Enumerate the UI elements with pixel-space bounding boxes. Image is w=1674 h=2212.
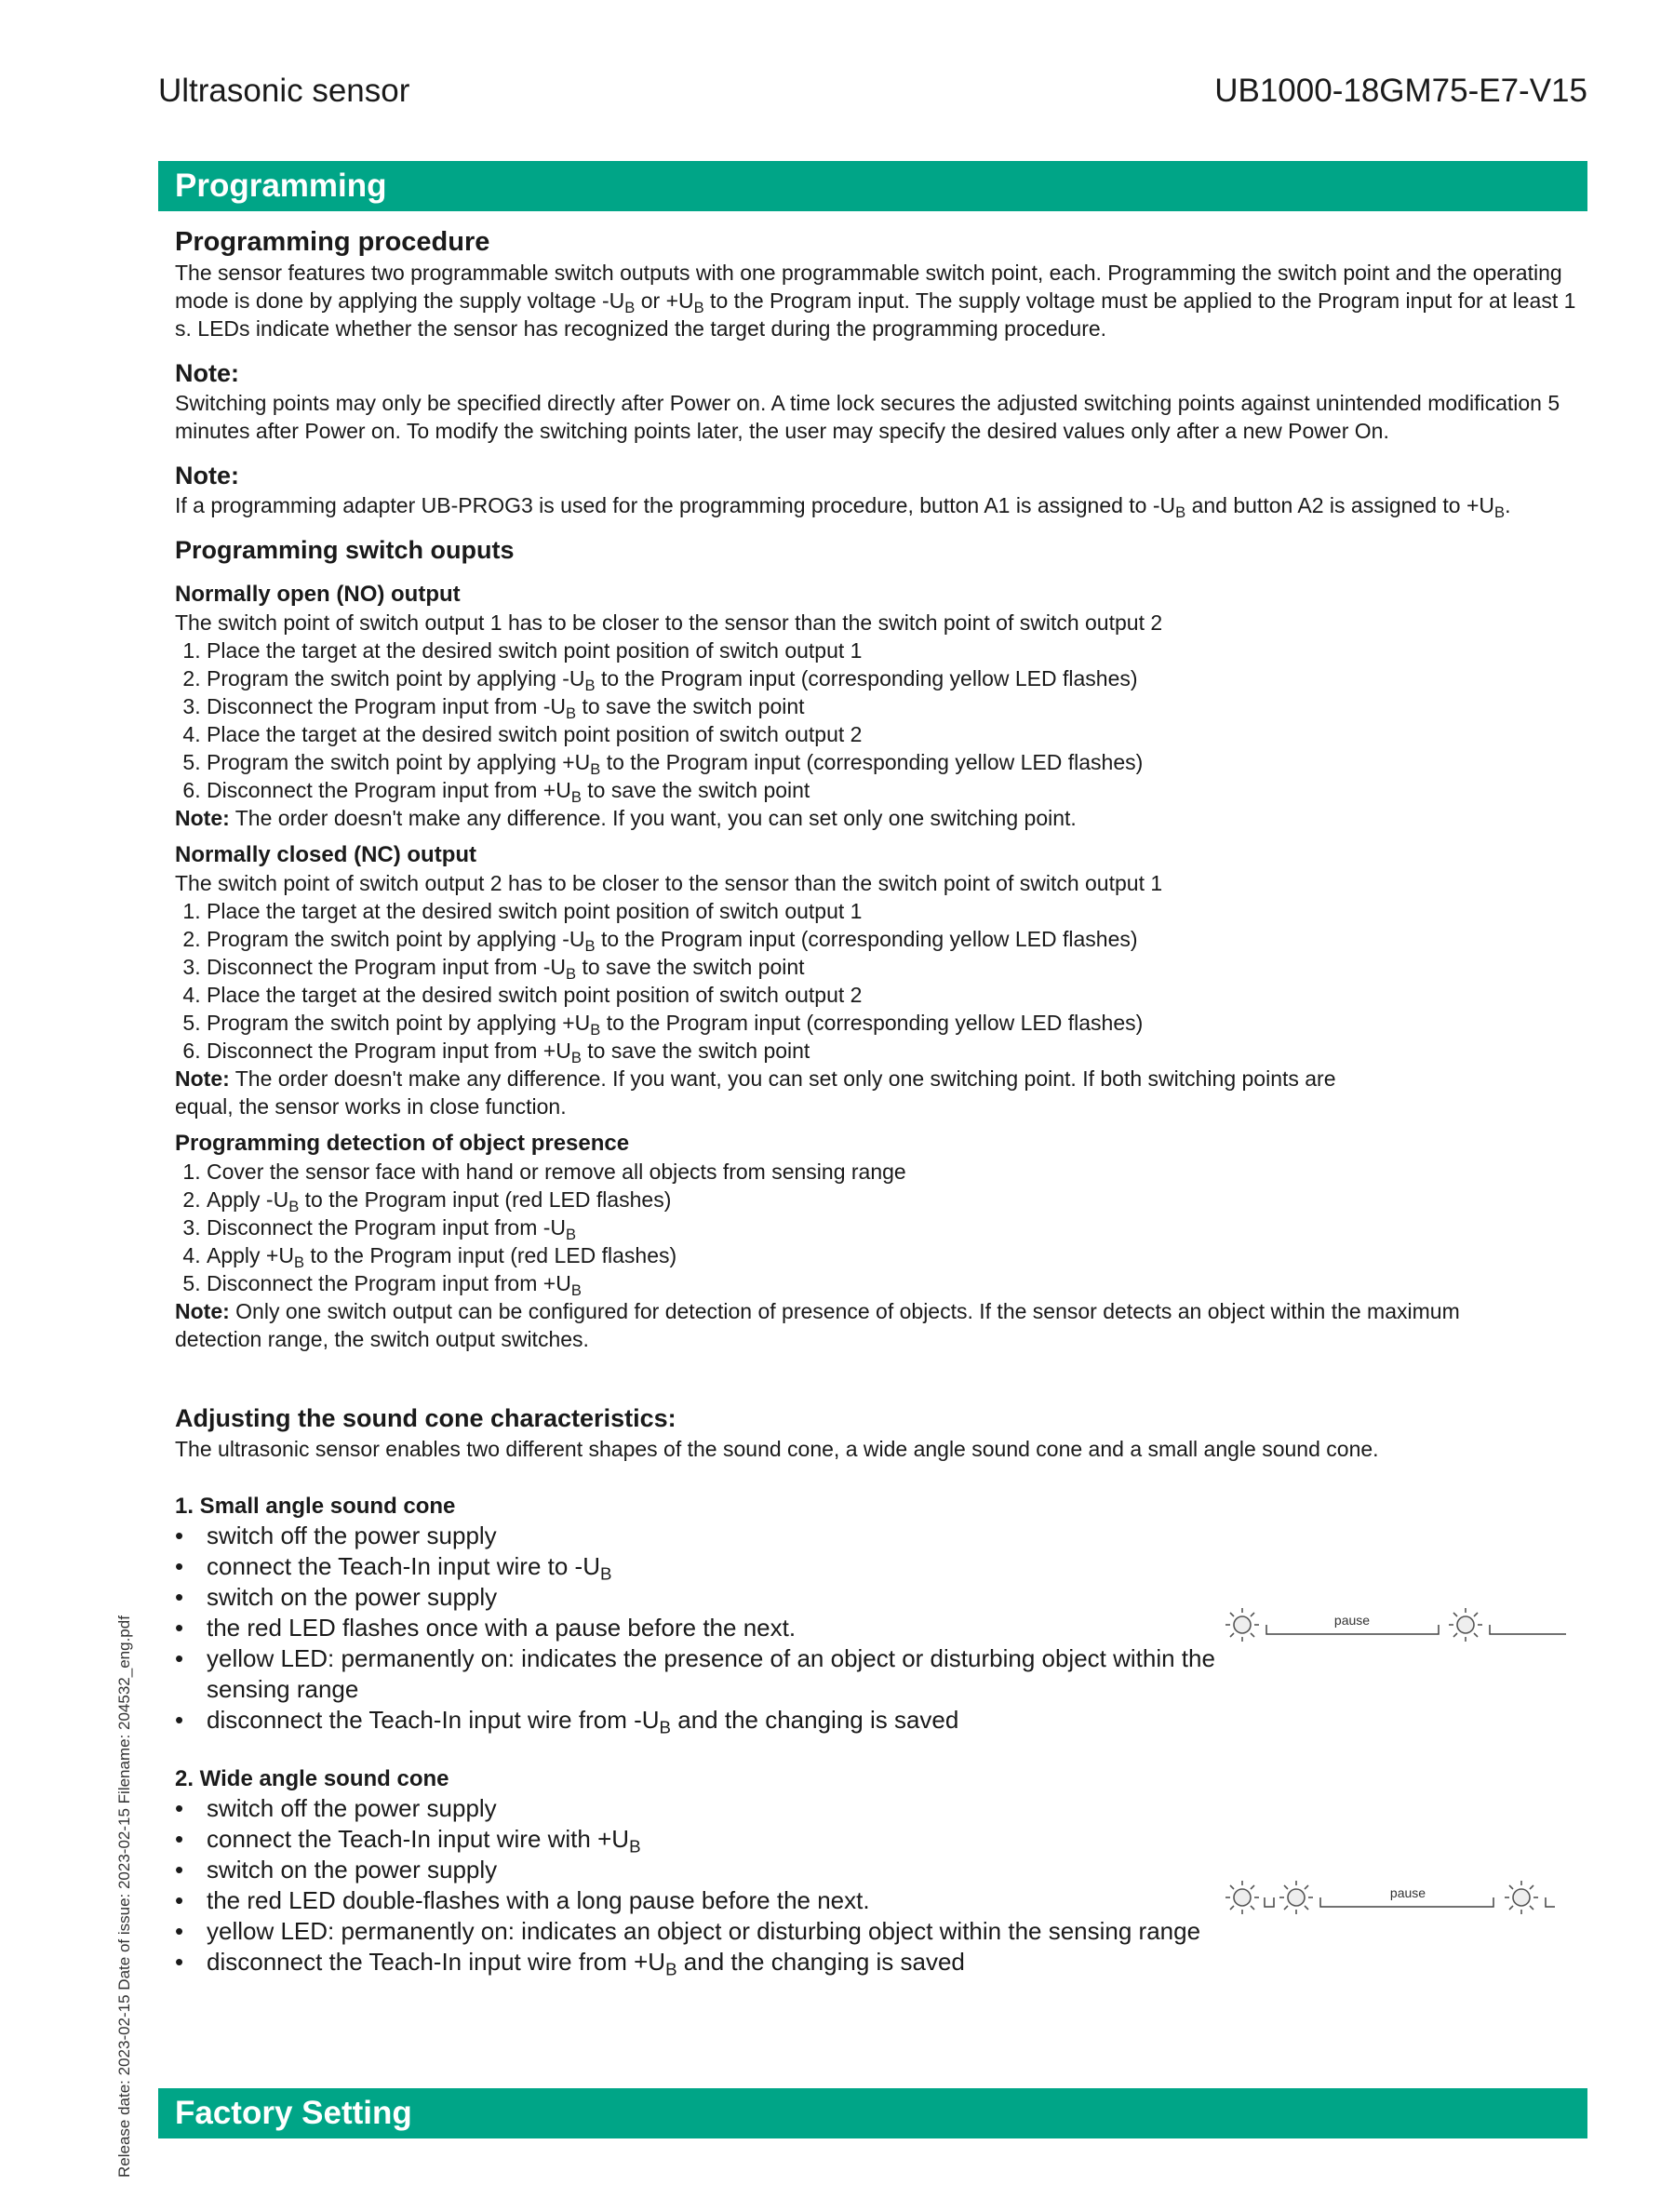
led-flash-icon (1505, 1881, 1538, 1914)
list-item: • yellow LED: permanently on: indicates the presence of an object or disturbing object within the sensing range (207, 1643, 1239, 1705)
note1-title: Note: (175, 359, 239, 387)
list-item: 2. Program the switch point by applying $-U_B$ to the Program input (corresponding yellow LED flashes) (207, 664, 1580, 692)
presence-steps (175, 1158, 1580, 1297)
list-item: • switch off the power supply (207, 1793, 1239, 1824)
list-item: 3. Disconnect the Program input from $-U_B$ to save the switch point (207, 953, 1580, 981)
no-output-title: Normally open (NO) output (175, 582, 461, 607)
list-item: 4. Apply $+U_B$ to the Program input (red LED flashes) (207, 1241, 1580, 1269)
procedure-text: The sensor features two programmable switch outputs with one programmable switch point, each. Programming the switch point and the operating mode is done by applying the supply voltage $-U_B$ or $+U_B$ to the Program input. The supply voltage must be applied to the Program input for at least 1 s. LEDs indicate whether the sensor has recognized the target during the programming procedure. (175, 261, 1576, 341)
list-item: • switch on the power supply (207, 1582, 1239, 1613)
programming-content (175, 225, 1580, 1977)
list-item: 5. Program the switch point by applying $+U_B$ to the Program input (corresponding yellow LED flashes) (207, 1009, 1580, 1037)
wide-cone-block (175, 1765, 1580, 1977)
list-item: 5. Disconnect the Program input from $+U_B$ (207, 1269, 1580, 1297)
list-item: • switch on the power supply (207, 1855, 1239, 1885)
small-cone-title: 1. Small angle sound cone (175, 1494, 456, 1519)
procedure-title: Programming procedure (175, 227, 490, 257)
pause-label: pause (1389, 1885, 1426, 1900)
small-cone-steps (175, 1521, 1239, 1736)
nc-output-steps (175, 897, 1580, 1065)
note2-text: If a programming adapter UB-PROG3 is used for the programming procedure, button A1 is assigned to $-U_B$ and button A2 is assigned to $+U_B$. (175, 493, 1511, 521)
presence-note: Note: Only one switch output can be configured for detection of presence of objects. If the sensor detects an object within the maximum detection range, the switch output switches. (175, 1299, 1460, 1351)
list-item: • connect the Teach-In input wire with $+U_B$ (207, 1824, 1239, 1855)
list-item: • disconnect the Teach-In input wire from $+U_B$ and the changing is saved (207, 1947, 1239, 1977)
list-item: • disconnect the Teach-In input wire from $-U_B$ and the changing is saved (207, 1705, 1239, 1736)
no-output-note: Note: The order doesn't make any difference. If you want, you can set only one switching point. (175, 806, 1077, 830)
led-flash-icon (1449, 1608, 1482, 1642)
list-item: 2. Apply $-U_B$ to the Program input (red LED flashes) (207, 1186, 1580, 1213)
list-item: • connect the Teach-In input wire to $-U_B$ (207, 1551, 1239, 1582)
led-flash-icon (1279, 1881, 1313, 1914)
list-item: 6. Disconnect the Program input from $+U_B$ to save the switch point (207, 1037, 1580, 1065)
doc-model-number: UB1000-18GM75-E7-V15 (1214, 73, 1587, 109)
note2-title: Note: (175, 462, 239, 489)
wide-cone-led-diagram (1222, 1870, 1575, 1925)
pause-label: pause (1333, 1613, 1371, 1628)
no-output-steps (175, 637, 1580, 804)
led-flash-icon (1225, 1881, 1259, 1914)
switch-outputs-title: Programming switch ouputs (175, 536, 515, 564)
list-item: 6. Disconnect the Program input from $+U_B$ to save the switch point (207, 776, 1580, 804)
led-flash-icon (1225, 1608, 1259, 1642)
list-item: • the red LED double-flashes with a long pause before the next. (207, 1885, 1239, 1916)
nc-output-note: Note: The order doesn't make any difference. If you want, you can set only one switching point. If both switching points are equal, the sensor works in close function. (175, 1066, 1336, 1119)
nc-output-intro: The switch point of switch output 2 has to be closer to the sensor than the switch point of switch output 1 (175, 871, 1163, 895)
list-item: 2. Program the switch point by applying $-U_B$ to the Program input (corresponding yellow LED flashes) (207, 925, 1580, 953)
list-item: 1. Cover the sensor face with hand or remove all objects from sensing range (207, 1158, 1580, 1186)
section-bar-factory-setting: Factory Setting (158, 2088, 1587, 2138)
small-cone-block (175, 1493, 1580, 1736)
list-item: 1. Place the target at the desired switch point position of switch output 1 (207, 637, 1580, 664)
wide-cone-steps (175, 1793, 1239, 1977)
presence-title: Programming detection of object presence (175, 1131, 630, 1156)
list-item: 3. Disconnect the Program input from $-U_B$ (207, 1213, 1580, 1241)
list-item: 3. Disconnect the Program input from $-U_B$ to save the switch point (207, 692, 1580, 720)
sound-cone-intro: The ultrasonic sensor enables two different shapes of the sound cone, a wide angle sound cone and a small angle sound cone. (175, 1437, 1379, 1461)
list-item: • the red LED flashes once with a pause before the next. (207, 1613, 1239, 1643)
nc-output-title: Normally closed (NC) output (175, 842, 477, 867)
list-item: • yellow LED: permanently on: indicates an object or disturbing object within the sensing range (207, 1916, 1239, 1947)
doc-category: Ultrasonic sensor (158, 73, 410, 109)
no-output-intro: The switch point of switch output 1 has to be closer to the sensor than the switch point of switch output 2 (175, 610, 1163, 635)
list-item: • switch off the power supply (207, 1521, 1239, 1551)
section-bar-programming: Programming (158, 161, 1587, 211)
list-item: 1. Place the target at the desired switch point position of switch output 1 (207, 897, 1580, 925)
release-info-side-text: Release date: 2023-02-15 Date of issue: 2023-02-15 Filename: 204532_eng.pdf (115, 1615, 133, 2178)
small-cone-led-diagram (1222, 1597, 1575, 1653)
sound-cone-title: Adjusting the sound cone characteristics: (175, 1404, 676, 1432)
list-item: 4. Place the target at the desired switch point position of switch output 2 (207, 981, 1580, 1009)
list-item: 4. Place the target at the desired switch point position of switch output 2 (207, 720, 1580, 748)
note1-text: Switching points may only be specified directly after Power on. A time lock secures the adjusted switching points against unintended modification 5 minutes after Power on. To modify the switching points later, the user may specify the desired values only after a new Power On. (175, 391, 1560, 443)
list-item: 5. Program the switch point by applying $+U_B$ to the Program input (corresponding yellow LED flashes) (207, 748, 1580, 776)
page-header (158, 73, 1587, 119)
wide-cone-title: 2. Wide angle sound cone (175, 1766, 449, 1791)
